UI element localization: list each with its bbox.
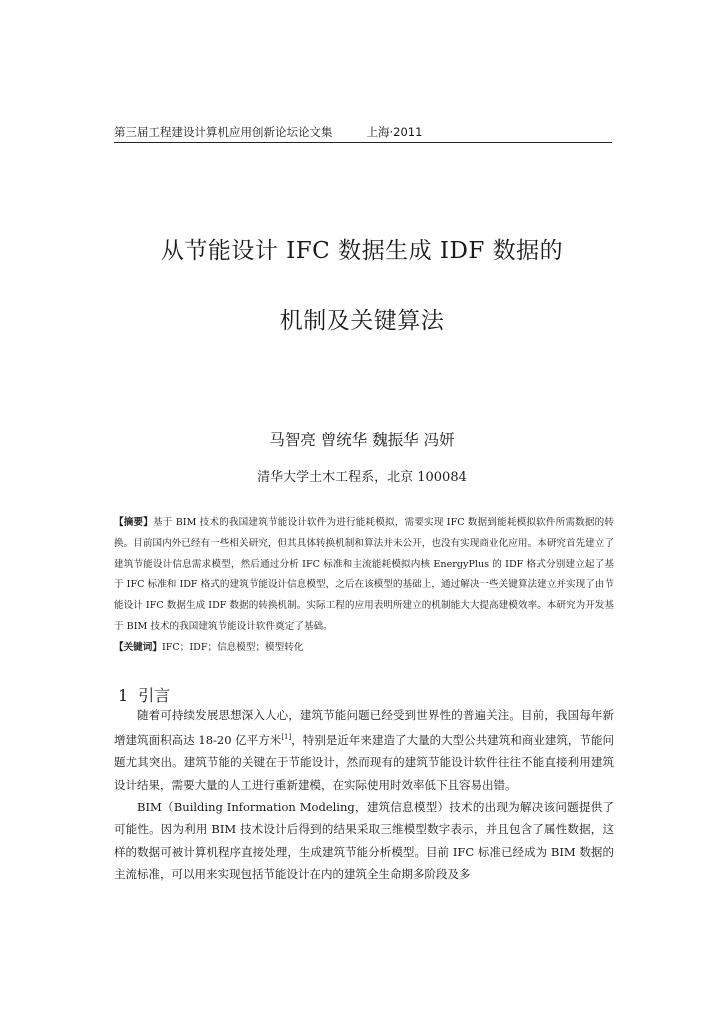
paper-title-line-2: 机制及关键算法 bbox=[279, 308, 445, 334]
abstract bbox=[114, 513, 614, 638]
abstract-block bbox=[114, 513, 614, 659]
citation-ref: [1] bbox=[281, 733, 292, 742]
abstract-label: 【摘要】 bbox=[114, 517, 154, 528]
paper-title-line-1: 从节能设计 IFC 数据生成 IDF 数据的 bbox=[160, 238, 564, 264]
keywords bbox=[114, 638, 614, 659]
proceedings-title: 第三届工程建设计算机应用创新论坛论文集 bbox=[114, 125, 333, 139]
paragraph-1 bbox=[114, 704, 614, 796]
section-number: 1 bbox=[118, 686, 129, 705]
section-heading bbox=[118, 683, 170, 706]
paragraph-1-part-b: ，特别是近年来建造了大量的大型公共建筑和商业建筑，节能问题尤其突出。建筑节能的关键在于节能设计，然而现有的建筑节能设计软件往往不能直接利用建筑设计结果，需要大量的人工进行重新建模，在实际使用时效率低下且容易出错。 bbox=[114, 733, 615, 792]
paragraph-2: BIM（Building Information Modeling，建筑信息模型）技术的出现为解决该问题提供了可能性。因为利用 BIM 技术设计后得到的结果采取三维模型数字表示，并且包含了属性数据，这样的数据可被计算机程序直接处理，生成建筑节能分析模型。目前 IFC 标准已经成为 BIM 数据的主流标准，可以用来实现包括节能设计在内的建筑全生命期多阶段及多 bbox=[114, 800, 614, 881]
running-header bbox=[114, 124, 612, 143]
body-text bbox=[114, 704, 614, 885]
header-location: 上海·2011 bbox=[366, 125, 423, 139]
affiliation: 清华大学土木工程系，北京 100084 bbox=[257, 470, 467, 485]
paragraph-1-part-a: 随着可持续发展思想深入人心，建筑节能问题已经受到世界性的普遍关注。目前，我国每年新增建筑面积高达 18-20 亿平方米 bbox=[114, 708, 614, 748]
keywords-label: 【关键词】 bbox=[114, 641, 162, 653]
keywords-text: IFC；IDF；信息模型；模型转化 bbox=[161, 641, 304, 653]
section-title: 引言 bbox=[138, 686, 171, 705]
authors: 马智亮 曾统华 魏振华 冯妍 bbox=[269, 431, 455, 449]
abstract-text: 基于 BIM 技术的我国建筑节能设计软件为进行能耗模拟，需要实现 IFC 数据到能耗模拟软件所需数据的转换。目前国内外已经有一些相关研究，但其具体转换机制和算法并未公开，也没有实现商业化应用。本研究首先建立了建筑节能设计信息需求模型，然后通过分析 IFC 标准和主流能耗模拟内核 EnergyPlus 的 IDF 格式分别建立起了基于 IFC 标准和 IDF 格式的建筑节能设计信息模型，之后在该模型的基础上，通过解决一些关键算法建立并实现了由节能设计 IFC 数据生成 IDF 数据的转换机制。实际工程的应用表明所建立的机制能大大提高建模效率。本研究为开发基于 BIM 技术的我国建筑节能设计软件奠定了基础。 bbox=[114, 517, 614, 632]
